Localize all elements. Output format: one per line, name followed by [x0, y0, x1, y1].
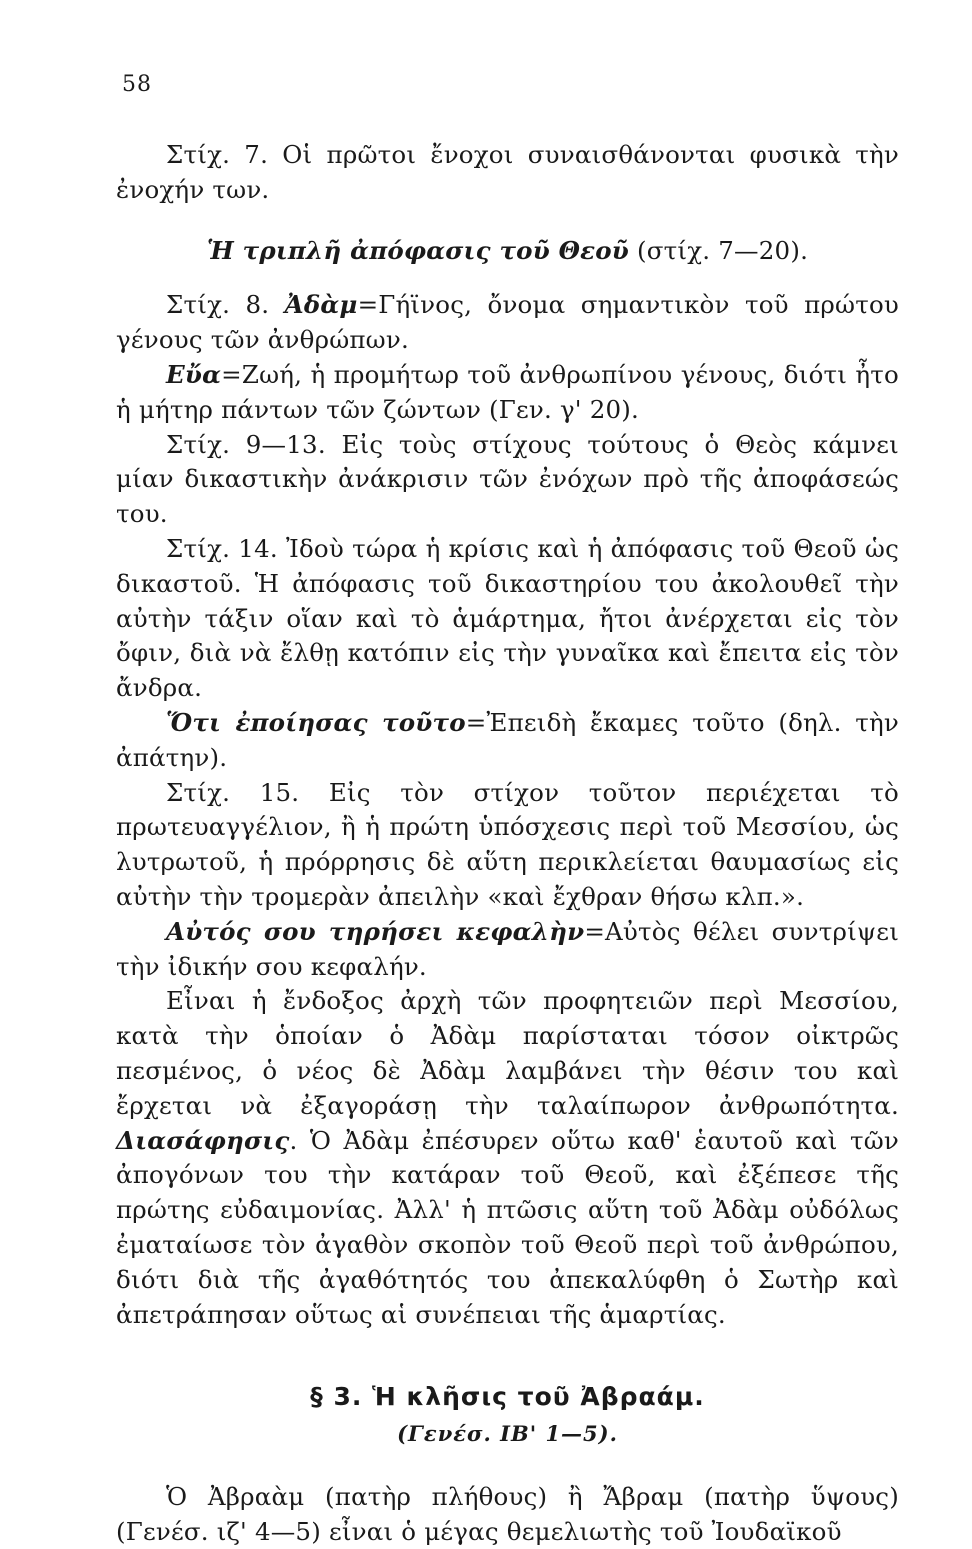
definition-oti-epoiisas: =Ἐπειδὴ ἔκαμες τοῦτο (δηλ. τὴν ἀπάτην). [116, 707, 900, 772]
section-reference: (Γενέσ. ΙΒ' 1—5). [397, 1421, 618, 1447]
paragraph-verse-9-13: Στίχ. 9—13. Εἰς τοὺς στίχους τούτους ὁ Θεὸς κάμνει μίαν δικαστικὴν ἀνάκρισιν τῶν ἐνόχων πρὸ τῆς ἀποφάσεώς του. [116, 429, 899, 529]
paragraph-he-shall-bruise [116, 915, 899, 985]
subheading-triple-judgment [116, 234, 899, 269]
paragraph-because-you-did [116, 706, 899, 776]
paragraph-abraham: Ὁ Ἀβραὰμ (πατὴρ πλήθους) ἢ Ἄβραμ (πατὴρ ὕψους) (Γενέσ. ιζ' 4—5) εἶναι ὁ μέγας θεμελιωτὴς τοῦ Ἰουδαϊκοῦ [116, 1481, 899, 1546]
section-heading: § 3. Ἡ κλῆσις τοῦ Ἀβραάμ. [310, 1382, 705, 1412]
term-diasafisis: Διασάφησις [116, 1125, 290, 1155]
paragraph-prophecy [116, 984, 899, 1332]
paragraph-verse-7: Στίχ. 7. Οἱ πρῶτοι ἔνοχοι συναισθάνονται φυσικὰ τὴν ἐνοχήν των. [116, 140, 899, 204]
page-number: 58 [122, 72, 152, 97]
definition-eve: =Ζωή, ἡ προμήτωρ τοῦ ἀνθρωπίνου γένους, διότι ἦτο ἡ μήτηρ πάντων τῶν ζώντων (Γεν. γ' 20). [116, 359, 899, 424]
subheading-title: Ἡ τριπλῆ ἀπόφασις τοῦ Θεοῦ [206, 235, 629, 265]
body-text [116, 138, 899, 1549]
prophecy-text-2: . Ὁ Ἀδὰμ ἐπέσυρεν οὕτω καθ' ἑαυτοῦ καὶ τῶν ἀπογόνων του τὴν κατάραν τοῦ Θεοῦ, καὶ ἐξέπεσε τῆς πρώτης εὐδαιμονίας. Ἀλλ' ἡ πτῶσις αὕτη τοῦ Ἀδὰμ οὐδόλως ἐματαίωσε τὸν ἀγαθὸν σκοπὸν τοῦ Θεοῦ περὶ τοῦ ἀνθρώπου, διότι διὰ τῆς ἀγαθότητός του ἀπεκαλύφθη ὁ Σωτὴρ καὶ ἀπετράπησαν οὕτως αἱ συνέπειαι τῆς ἁμαρτίας. [116, 1125, 899, 1329]
paragraph-verse-15: Στίχ. 15. Εἰς τὸν στίχον τοῦτον περιέχεται τὸ πρωτευαγγέλιον, ἢ ἡ πρώτη ὑπόσχεσις περὶ τοῦ Μεσσίου, ὡς λυτρωτοῦ, ἡ πρόρρησις δὲ αὕτη περικλείεται θαυμασίως εἰς αὐτὴν τὴν τρομερὰν ἀπειλὴν «καὶ ἔχθραν θήσω κλπ.». [116, 777, 899, 911]
verse-label: Στίχ. 8. [166, 290, 285, 320]
paragraph-eve [116, 358, 899, 428]
term-autos-sou: Αὐτός σου τηρήσει κεφαλὴν [166, 916, 585, 946]
paragraph-verse-14: Στίχ. 14. Ἰδοὺ τώρα ἡ κρίσις καὶ ἡ ἀπόφασις τοῦ Θεοῦ ὡς δικαστοῦ. Ἡ ἀπόφασις τοῦ δικαστηρίου του ἀκολουθεῖ τὴν αὐτὴν τάξιν οἵαν καὶ τὸ ἁμάρτημα, ἤτοι ἀνέρχεται εἰς τὸν ὄφιν, διὰ νὰ ἔλθῃ κατόπιν εἰς τὴν γυναῖκα καὶ ἔπειτα εἰς τὸν ἄνδρα. [116, 533, 899, 703]
subheading-ref: (στίχ. 7—20). [637, 235, 809, 265]
term-eve: Εὔα [166, 359, 222, 389]
prophecy-text-1: Εἶναι ἡ ἔνδοξος ἀρχὴ τῶν προφητειῶν περὶ Μεσσίου, κατὰ τὴν ὁποίαν ὁ Ἀδὰμ παρίσταται τόσον οἰκτρῶς πεσμένος, ὁ νέος δὲ Ἀδὰμ λαμβάνει τὴν θέσιν του καὶ ἔρχεται νὰ ἐξαγοράσῃ τὴν ταλαίπωρον ἀνθρωπότητα. [116, 986, 899, 1120]
definition-autos-sou: =Αὐτὸς θέλει συντρίψει τὴν ἰδικήν σου κεφαλήν. [116, 916, 899, 981]
term-adam: Ἀδὰμ [284, 290, 358, 320]
paragraph-verse-8 [116, 288, 899, 358]
term-oti-epoiisas: Ὅτι ἐποίησας τοῦτο [166, 707, 466, 737]
definition-adam: =Γήϊνος, ὄνομα σημαντικὸν τοῦ πρώτου γένους τῶν ἀνθρώπων. [116, 290, 899, 355]
